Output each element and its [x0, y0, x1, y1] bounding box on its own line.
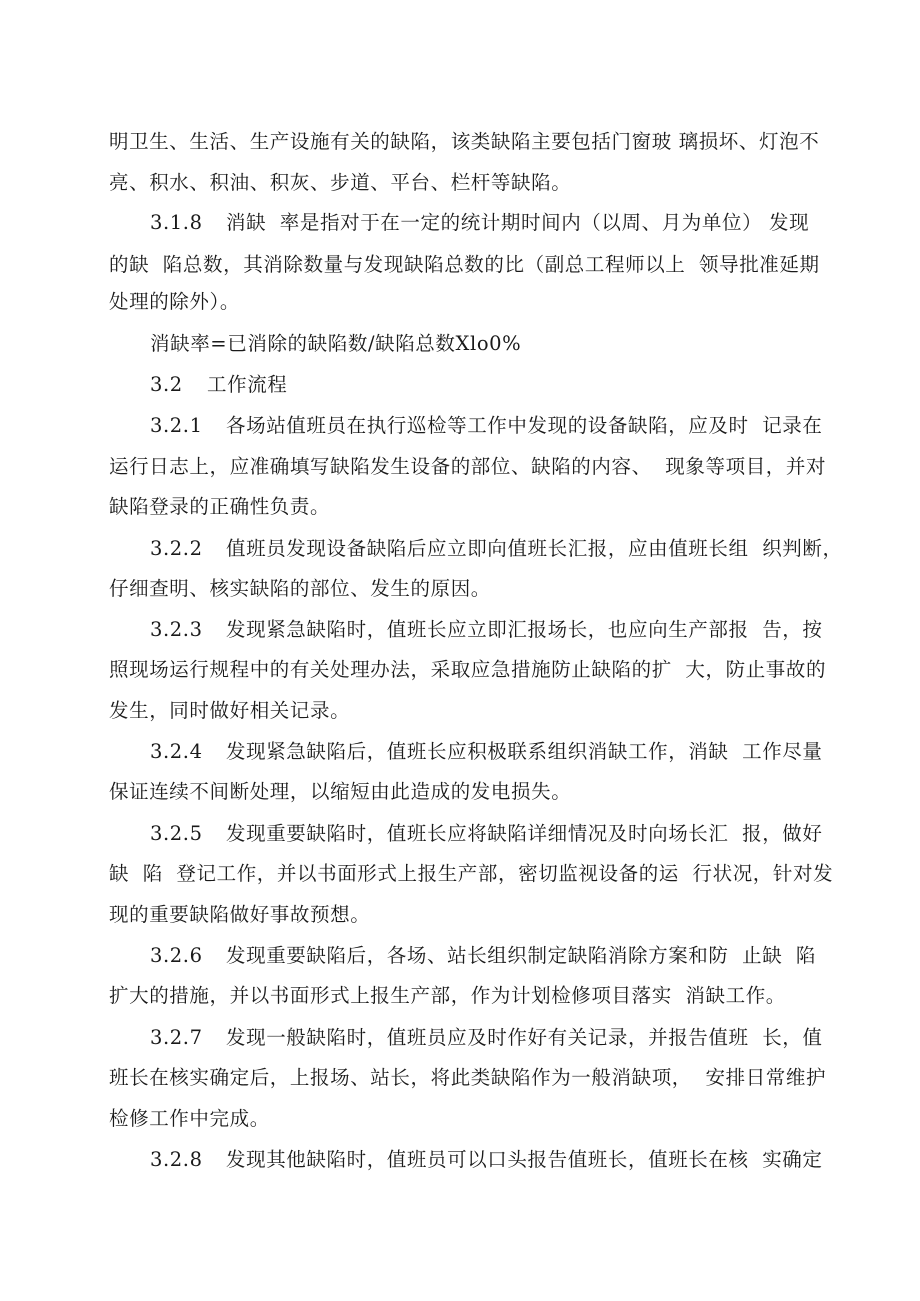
text-line: 现的重要缺陷做好事故预想。 — [109, 903, 371, 926]
section-paragraph-3-1-8: 3.1.8 消缺 率是指对于在一定的统计期时间内（以周、月为单位） 发现 — [150, 209, 809, 237]
section-number: 3.2.7 — [150, 1026, 203, 1049]
text-line: 仔细查明、核实缺陷的部位、发生的原因。 — [109, 577, 491, 600]
text-line: 运行日志上，应准确填写缺陷发生设备的部位、缺陷的内容、 现象等项目，并对 — [109, 455, 827, 478]
section-heading-3-2: 3.2 工作流程 — [150, 371, 287, 399]
section-paragraph-3-2-1: 3.2.1 各场站值班员在执行巡检等工作中发现的设备缺陷，应及时 记录在 — [150, 412, 823, 440]
text-line: 的缺 陷总数，其消除数量与发现缺陷总数的比（副总工程师以上 领导批准延期 — [109, 253, 820, 276]
text-line: 明卫生、生活、生产设施有关的缺陷，该类缺陷主要包括门窗玻 璃损坏、灯泡不 — [109, 130, 820, 153]
text-line: 班长在核实确定后，上报场、站长，将此类缺陷作为一般消缺项， 安排日常维护 — [109, 1066, 827, 1089]
formula-line: 消缺率=已消除的缺陷数/缺陷总数Xlo0% — [150, 332, 522, 355]
text-line: 发生，同时做好相关记录。 — [109, 699, 351, 722]
text-line: 保证连续不间断处理，以缩短由此造成的发电损失。 — [109, 780, 572, 803]
section-paragraph-3-2-2: 3.2.2 值班员发现设备缺陷后应立即向值班长汇报，应由值班长组 织判断， — [150, 535, 843, 563]
section-number: 3.2.4 — [150, 740, 203, 763]
section-number: 3.1.8 — [150, 211, 203, 234]
section-paragraph-3-2-4: 3.2.4 发现紧急缺陷后，值班长应积极联系组织消缺工作，消缺 工作尽量 — [150, 738, 823, 766]
section-number: 3.2.8 — [150, 1148, 203, 1171]
section-number: 3.2.6 — [150, 944, 203, 967]
text-line: 检修工作中完成。 — [109, 1107, 270, 1130]
text-line: 缺陷登录的正确性负责。 — [109, 495, 331, 518]
section-paragraph-3-2-7: 3.2.7 发现一般缺陷时，值班员应及时作好有关记录，并报告值班 长，值 — [150, 1024, 823, 1052]
section-number: 3.2.3 — [150, 618, 203, 641]
text-line: 亮、积水、积油、积灰、步道、平台、栏杆等缺陷。 — [109, 171, 572, 194]
section-paragraph-3-2-6: 3.2.6 发现重要缺陷后，各场、站长组织制定缺陷消除方案和防 止缺 陷 — [150, 942, 816, 970]
text-line: 照现场运行规程中的有关处理办法，采取应急措施防止缺陷的扩 大，防止事故的 — [109, 658, 827, 681]
section-number: 3.2 — [150, 373, 183, 396]
section-paragraph-3-2-3: 3.2.3 发现紧急缺陷时，值班长应立即汇报场长，也应向生产部报 告，按 — [150, 616, 823, 644]
text-line: 缺 陷 登记工作，并以书面形式上报生产部，密切监视设备的运 行状况，针对发 — [109, 862, 834, 885]
section-paragraph-3-2-8: 3.2.8 发现其他缺陷时，值班员可以口头报告值班长，值班长在核 实确定 — [150, 1146, 823, 1174]
section-number: 3.2.2 — [150, 537, 203, 560]
section-paragraph-3-2-5: 3.2.5 发现重要缺陷时，值班长应将缺陷详细情况及时向场长汇 报，做好 — [150, 820, 823, 848]
section-number: 3.2.1 — [150, 414, 203, 437]
text-line: 扩大的措施，并以书面形式上报生产部，作为计划检修项目落实 消缺工作。 — [109, 984, 786, 1007]
text-line: 处理的除外）。 — [109, 290, 240, 313]
section-number: 3.2.5 — [150, 822, 203, 845]
